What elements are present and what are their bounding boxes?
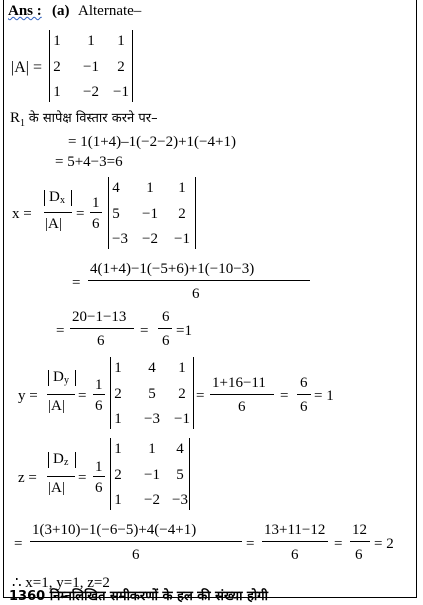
method-label: Alternate–	[78, 3, 142, 19]
next-question-cutoff: 1360 निम्नलिखित समीकरणों के हल की संख्या होगी	[9, 589, 268, 604]
dy-box: D y	[48, 370, 76, 386]
y-var: y =	[18, 388, 38, 404]
matrix-a: 1 1 1 2 −1 2 1 −2 −1	[49, 30, 133, 102]
x-step1-den: 6	[192, 286, 200, 302]
ans-label: Ans :	[8, 3, 42, 19]
matrix-dx: 4 1 1 5 −1 2 −3 −2 −1	[108, 177, 196, 249]
x-step1-num: 4(1+4)−1(−5+6)+1(−10−3)	[90, 261, 255, 277]
matrix-dy: 1 4 1 2 5 2 1 −3 −1	[110, 357, 194, 429]
x-den: |A|	[45, 216, 62, 232]
z-step-num: 1(3+10)−1(−6−5)+4(−4+1)	[32, 522, 197, 538]
x-step2-num: 20−1−13	[72, 309, 127, 325]
z-result: = 2	[374, 536, 394, 552]
conclusion: ∴ x=1, y=1, z=2	[12, 575, 110, 591]
option-label: (a)	[52, 3, 70, 19]
expansion-line-1: = 1(1+4)–1(−2−2)+1(−4+1)	[68, 134, 236, 150]
x-result: =1	[176, 323, 192, 339]
z-var: z =	[18, 470, 37, 486]
x-var: x =	[12, 206, 32, 222]
dx-box: D x	[44, 190, 72, 206]
det-a-label: |A| =	[11, 59, 42, 76]
expansion-line-2: = 5+4−3=6	[55, 154, 123, 170]
dz-box: D z	[48, 452, 76, 468]
matrix-dz: 1 1 4 2 −1 5 1 −2 −3	[110, 438, 190, 510]
y-result: = 1	[314, 388, 334, 404]
expansion-intro: $R_1$ के सापेक्ष विस्तार करने पर–	[10, 110, 158, 129]
